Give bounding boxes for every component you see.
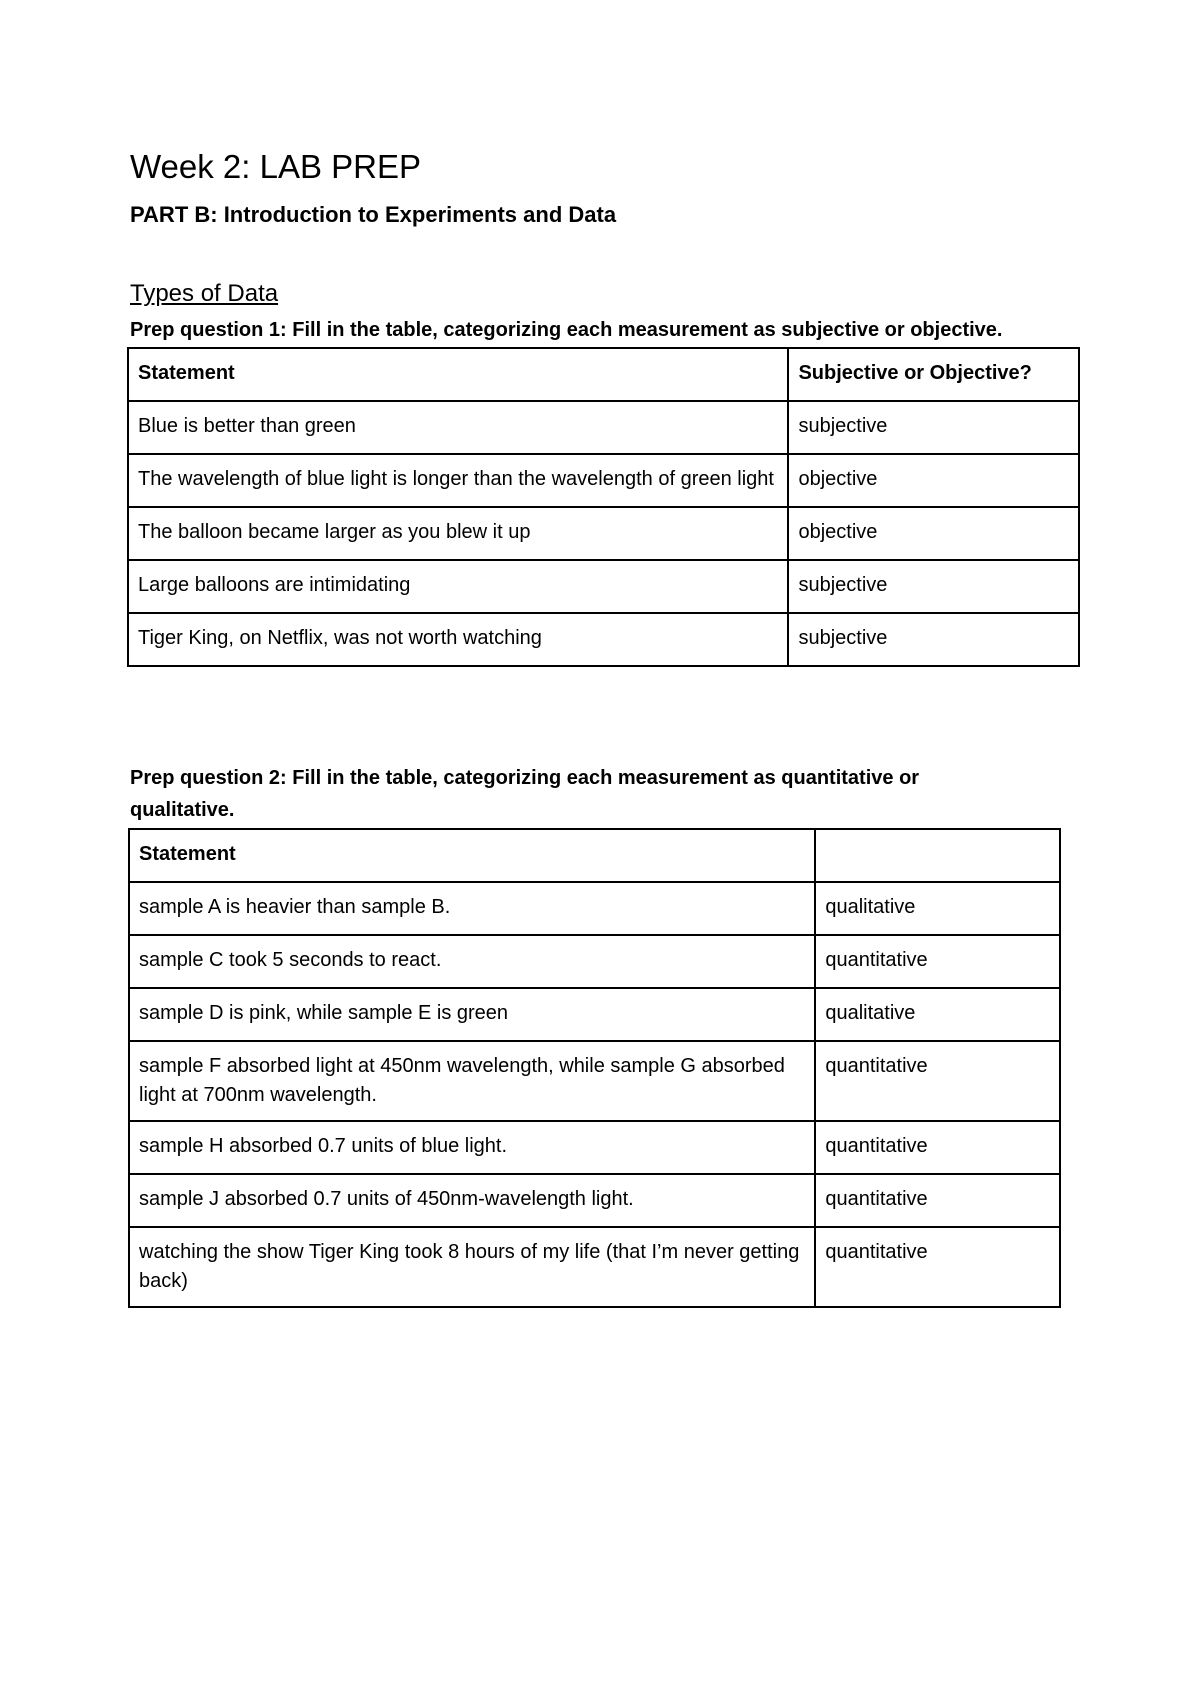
answer-cell: objective [788, 454, 1079, 507]
table-row [129, 1121, 1060, 1174]
statement-cell: sample F absorbed light at 450nm wavelength, while sample G absorbed light at 700nm wavelength. [129, 1041, 815, 1121]
table-row [128, 507, 1079, 560]
statement-cell: sample J absorbed 0.7 units of 450nm-wavelength light. [129, 1174, 815, 1227]
statement-cell: Blue is better than green [128, 401, 788, 454]
part-title: PART B: Introduction to Experiments and Data [130, 202, 617, 227]
statement-cell: Large balloons are intimidating [128, 560, 788, 613]
answer-cell: quantitative [815, 1041, 1060, 1121]
statement-cell: The balloon became larger as you blew it up [128, 507, 788, 560]
answer-cell: objective [788, 507, 1079, 560]
table-header-row [128, 348, 1079, 401]
prep-question-2: Prep question 2: Fill in the table, categorizing each measurement as quantitative or qualitative. [130, 767, 920, 821]
table-row [129, 1227, 1060, 1307]
answer-cell: quantitative [815, 935, 1060, 988]
statement-cell: Tiger King, on Netflix, was not worth watching [128, 613, 788, 666]
table-header-row [129, 829, 1060, 882]
column-header-category [815, 829, 1060, 882]
table-row [128, 454, 1079, 507]
prep-question-1: Prep question 1: Fill in the table, categorizing each measurement as subjective or objective. [130, 319, 1003, 341]
statement-cell: sample H absorbed 0.7 units of blue light. [129, 1121, 815, 1174]
table-row [129, 988, 1060, 1041]
answer-cell: qualitative [815, 882, 1060, 935]
answer-cell: subjective [788, 613, 1079, 666]
column-header-statement: Statement [129, 829, 815, 882]
answer-cell: quantitative [815, 1227, 1060, 1307]
quantitative-qualitative-table [128, 828, 1061, 1308]
column-header-category: Subjective or Objective? [788, 348, 1079, 401]
table-row [128, 401, 1079, 454]
statement-cell: sample C took 5 seconds to react. [129, 935, 815, 988]
table-row [128, 560, 1079, 613]
table-row [128, 613, 1079, 666]
subjective-objective-table [127, 347, 1080, 667]
table-row [129, 1041, 1060, 1121]
answer-cell: quantitative [815, 1174, 1060, 1227]
statement-cell: watching the show Tiger King took 8 hours of my life (that I’m never getting back) [129, 1227, 815, 1307]
statement-cell: The wavelength of blue light is longer than the wavelength of green light [128, 454, 788, 507]
answer-cell: subjective [788, 401, 1079, 454]
table-row [129, 882, 1060, 935]
statement-cell: sample D is pink, while sample E is green [129, 988, 815, 1041]
page-title: Week 2: LAB PREP [130, 148, 422, 185]
answer-cell: quantitative [815, 1121, 1060, 1174]
answer-cell: qualitative [815, 988, 1060, 1041]
table-row [129, 935, 1060, 988]
column-header-statement: Statement [128, 348, 788, 401]
answer-cell: subjective [788, 560, 1079, 613]
statement-cell: sample A is heavier than sample B. [129, 882, 815, 935]
table-row [129, 1174, 1060, 1227]
section-heading: Types of Data [130, 280, 279, 307]
